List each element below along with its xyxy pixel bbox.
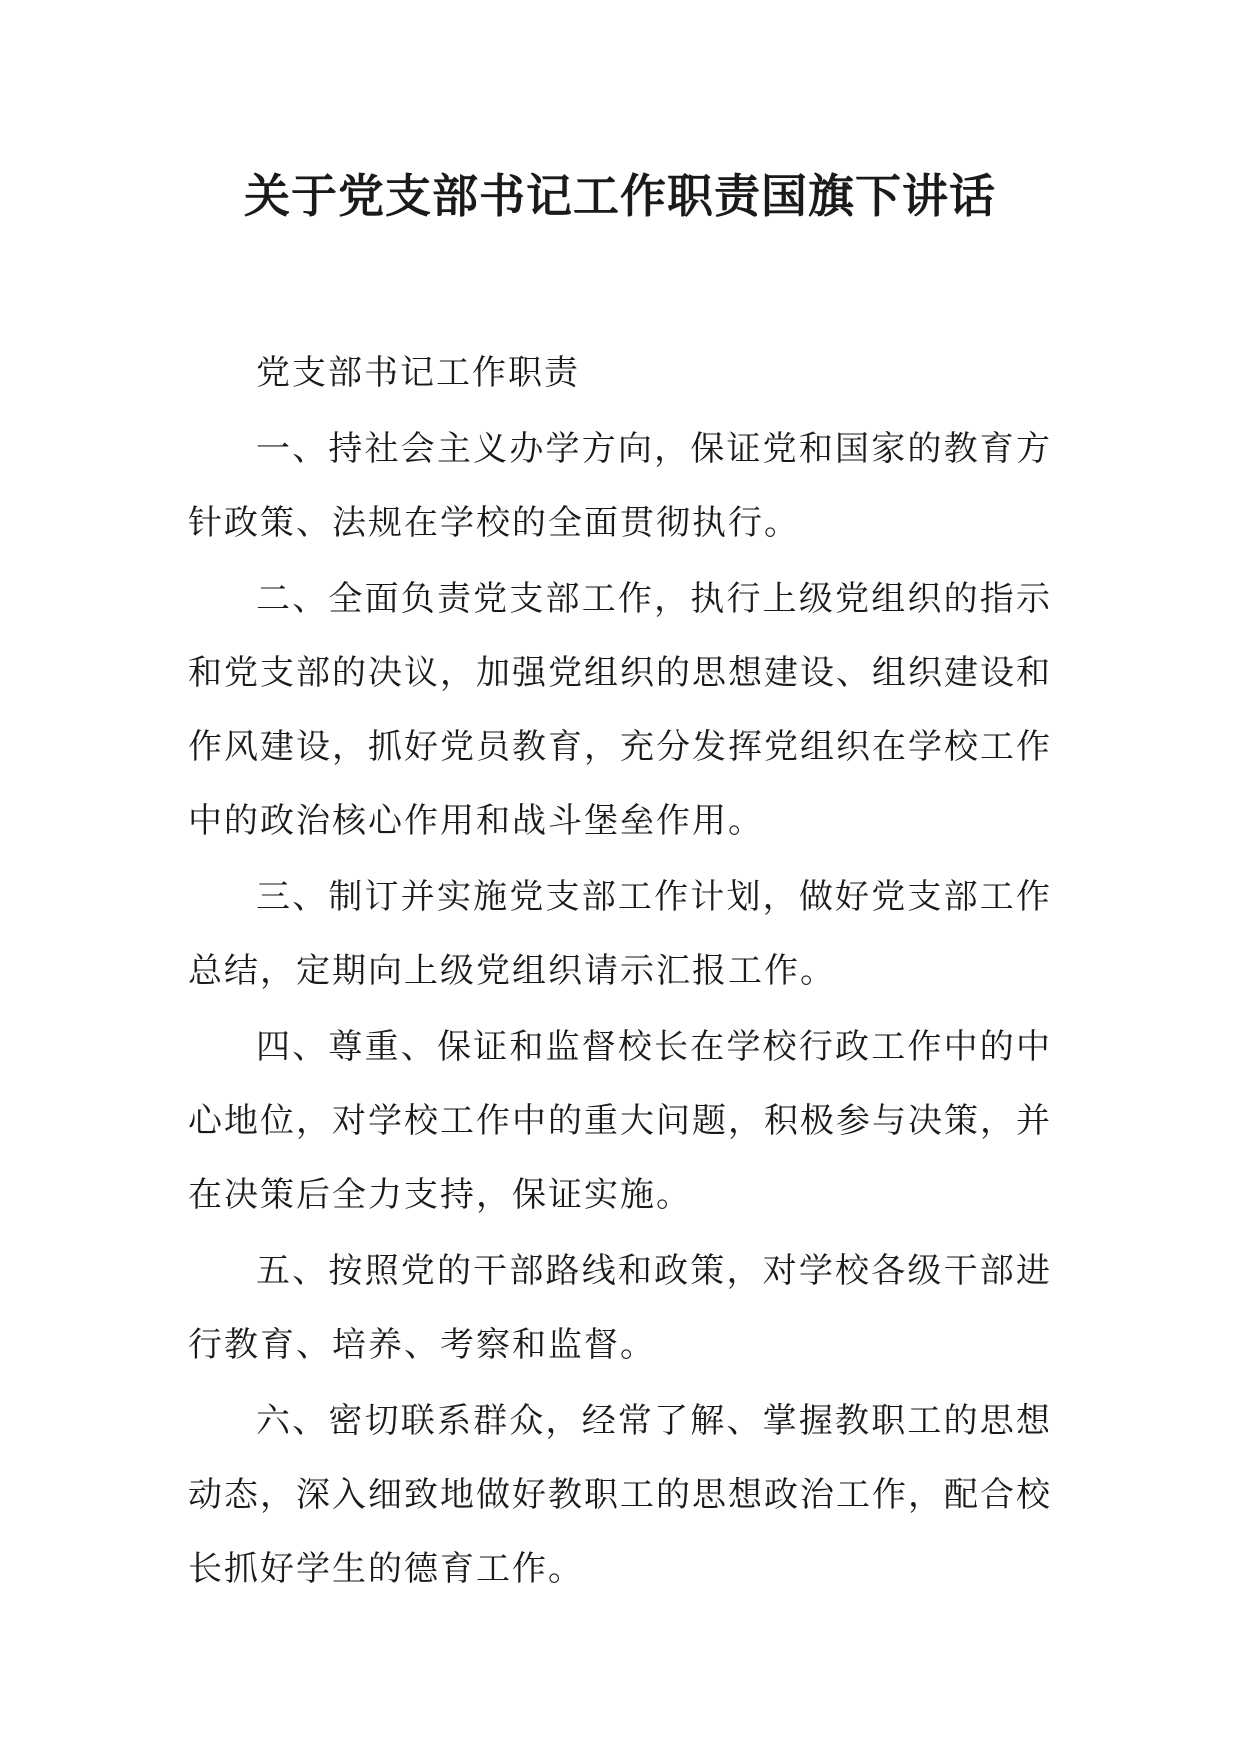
document-title: 关于党支部书记工作职责国旗下讲话 xyxy=(244,169,996,223)
paragraph-item-3: 三、制订并实施党支部工作计划，做好党支部工作总结，定期向上级党组织请示汇报工作。 xyxy=(188,877,1052,991)
paragraph-item-2: 二、全面负责党支部工作，执行上级党组织的指示和党支部的决议，加强党组织的思想建设、组织建设和作风建设，抓好党员教育，充分发挥党组织在学校工作中的政治核心作用和战斗堡垒作用。 xyxy=(188,579,1052,841)
document-body xyxy=(188,336,1052,1608)
paragraph-item-1: 一、持社会主义办学方向，保证党和国家的教育方针政策、法规在学校的全面贯彻执行。 xyxy=(188,429,1052,543)
paragraph-item-4: 四、尊重、保证和监督校长在学校行政工作中的中心地位，对学校工作中的重大问题，积极参与决策，并在决策后全力支持，保证实施。 xyxy=(188,1027,1052,1215)
paragraph-item-6: 六、密切联系群众，经常了解、掌握教职工的思想动态，深入细致地做好教职工的思想政治工作，配合校长抓好学生的德育工作。 xyxy=(188,1401,1052,1589)
paragraph-heading: 党支部书记工作职责 xyxy=(256,353,580,393)
paragraph-item-5: 五、按照党的干部路线和政策，对学校各级干部进行教育、培养、考察和监督。 xyxy=(188,1251,1052,1365)
